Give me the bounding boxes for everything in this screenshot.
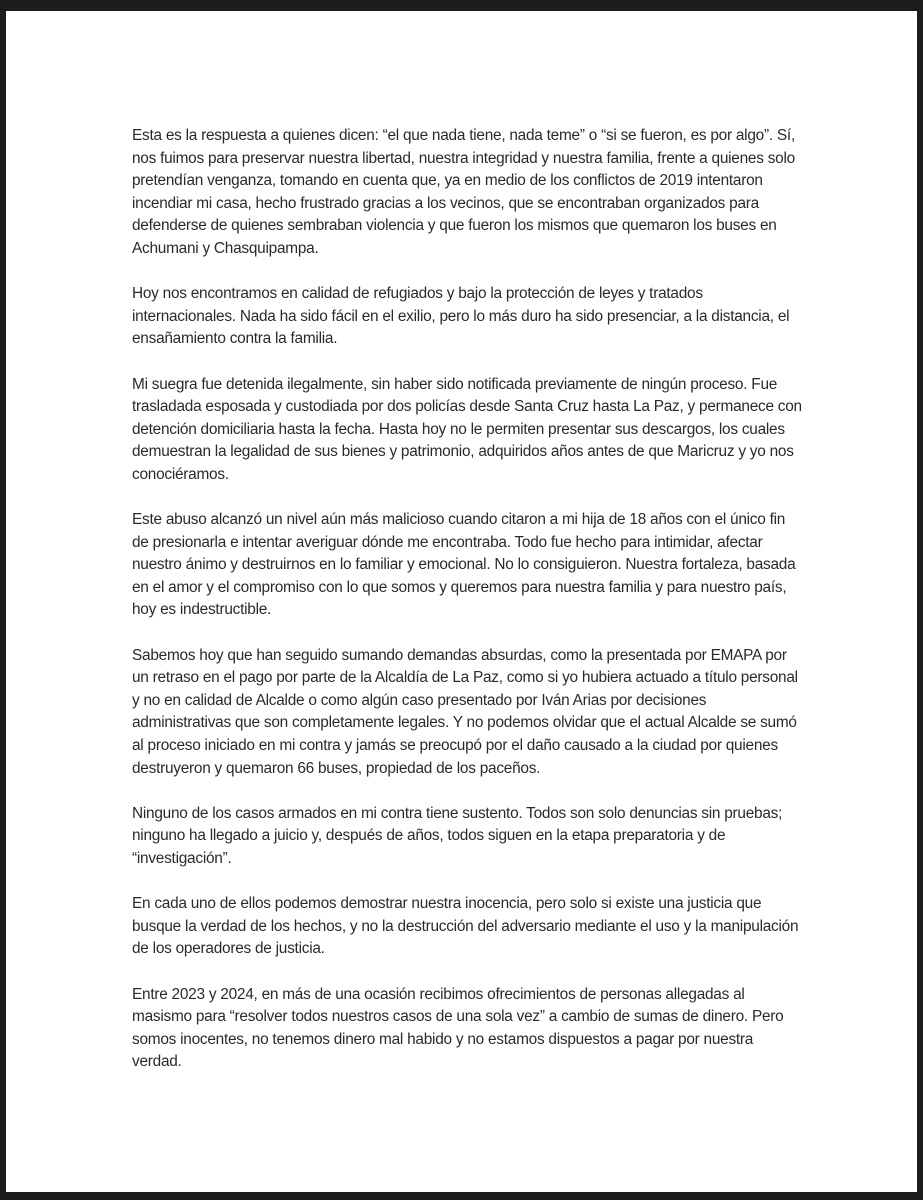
paragraph: Entre 2023 y 2024, en más de una ocasión recibimos ofrecimientos de personas allegadas al masismo para “resolver todos nuestros casos de una sola vez” a cambio de sumas de dinero. Pero somos inocentes, no tenemos dinero mal habido y no estamos dispuestos a pagar por nuestra verdad. bbox=[132, 985, 784, 1071]
paragraph: Sabemos hoy que han seguido sumando demandas absurdas, como la presentada por EMAPA por un retraso en el pago por parte de la Alcaldía de La Paz, como si yo hubiera actuado a título personal y no en calidad de Alcalde o como algún caso presentado por Iván Arias por decisiones administrativas que son completamente legales. Y no podemos olvidar que el actual Alcalde se sumó al proceso iniciado en mi contra y jamás se preocupó por el daño causado a la ciudad por quienes destruyeron y quemaron 66 buses, propiedad de los paceños. bbox=[132, 646, 798, 777]
paragraph: Ninguno de los casos armados en mi contra tiene sustento. Todos son solo denuncias sin pruebas; ninguno ha llegado a juicio y, después de años, todos siguen en la etapa preparatoria y de “investigación”. bbox=[132, 804, 783, 867]
paragraph: Mi suegra fue detenida ilegalmente, sin haber sido notificada previamente de ningún proceso. Fue trasladada esposada y custodiada por dos policías desde Santa Cruz hasta La Paz, y permanece con detención domiciliaria hasta la fecha. Hasta hoy no le permiten presentar sus descargos, los cuales demuestran la legalidad de sus bienes y patrimonio, adquiridos años antes de que Maricruz y yo nos conociéramos. bbox=[132, 375, 802, 483]
document-body bbox=[132, 125, 802, 1097]
document-page bbox=[6, 11, 917, 1192]
paragraph: Hoy nos encontramos en calidad de refugiados y bajo la protección de leyes y tratados internacionales. Nada ha sido fácil en el exilio, pero lo más duro ha sido presenciar, a la distancia, el ensañamiento contra la familia. bbox=[132, 285, 790, 348]
paragraph: Este abuso alcanzó un nivel aún más malicioso cuando citaron a mi hija de 18 años con el único fin de presionarla e intentar averiguar dónde me encontraba. Todo fue hecho para intimidar, afectar nuestro ánimo y destruirnos en lo familiar y emocional. No lo consiguieron. Nuestra fortaleza, basada en el amor y el compromiso con lo que somos y queremos para nuestra familia y para nuestro país, hoy es indestructible. bbox=[132, 511, 796, 619]
paragraph: En cada uno de ellos podemos demostrar nuestra inocencia, pero solo si existe una justicia que busque la verdad de los hechos, y no la destrucción del adversario mediante el uso y la manipulación de los operadores de justicia. bbox=[132, 895, 799, 958]
paragraph: Esta es la respuesta a quienes dicen: “el que nada tiene, nada teme” o “si se fueron, es por algo”. Sí, nos fuimos para preservar nuestra libertad, nuestra integridad y nuestra familia, frente a quienes solo pretendían venganza, tomando en cuenta que, ya en medio de los conflictos de 2019 intentaron incendiar mi casa, hecho frustrado gracias a los vecinos, que se encontraban organizados para defenderse de quienes sembraban violencia y que fueron los mismos que quemaron los buses en Achumani y Chasquipampa. bbox=[132, 127, 795, 257]
